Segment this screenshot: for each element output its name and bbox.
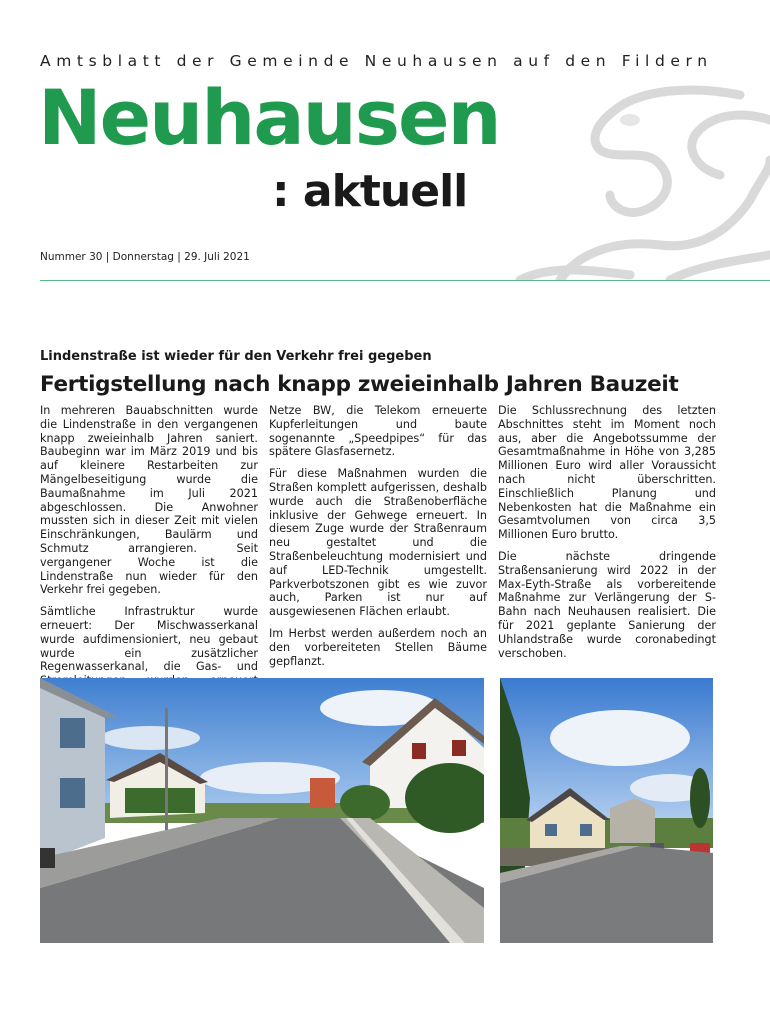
paragraph: Im Herbst werden außerdem noch an den vorbereiteten Stellen Bäume gepflanzt. — [269, 626, 487, 668]
article-column-2 — [269, 404, 487, 676]
article-kicker: Lindenstraße ist wieder für den Verkehr frei gegeben — [40, 349, 432, 364]
publication-line: Amtsblatt der Gemeinde Neuhausen auf den Fildern — [40, 52, 713, 70]
article-column-1 — [40, 404, 258, 710]
paragraph: Sämtliche Infrastruktur wurde erneuert: Der Mischwasserkanal wurde aufdimensioniert, neu gebaut wurde ein zusätzlicher Regenwasserkanal, die Gas- und — [40, 605, 258, 674]
article-headline: Fertigstellung nach knapp zweieinhalb Jahren Bauzeit — [40, 372, 679, 397]
paragraph: Die nächste dringende Straßensanierung wird 2022 in der Max-Eyth-Straße als vorbereitende Maßnahme zur Verlängerung der S-Bahn nach Neuhausen realisiert. Die für 2021 geplante Sanierung der Uhlandstraße wurde coronabedingt verschoben. — [498, 549, 716, 660]
masthead-title: Neuhausen — [38, 73, 500, 162]
paragraph: In mehreren Bauabschnitten wurde die Lindenstraße in den vergangenen knapp zweieinhalb Jahren saniert. Baubeginn war im März 2019 und bis auf kleinere Restarbeiten zur Mängelbeseitigung wurde die Baumaßnahme im Juli 2021 abgeschlossen. Die Anwohner mussten sich in dieser Zeit mit vielen Einschränkungen, Baulärm und Schmutz arrangieren. Seit vergangener Woche ist die Lindenstraße nun wieder für den Verkehr frei gegeben. — [40, 404, 258, 597]
article-column-3 — [498, 404, 716, 668]
paragraph: Für diese Maßnahmen wurden die Straßen komplett aufgerissen, deshalb wurde auch die Straßenoberfläche inklusive der Gehwege erneuert. In diesem Zuge wurde der Straßenraum neu gestaltet und die Straßenbeleuchtung modernisiert und auf LED-Technik umgestellt. Parkverbotszonen gibt es wie zuvor auch, Parken ist nur auf ausgewiesenen Flächen erlaubt. — [269, 467, 487, 619]
street-photo-secondary — [500, 678, 713, 943]
street-photo-main — [40, 678, 484, 943]
masthead-subtitle: : aktuell — [272, 166, 468, 217]
masthead-divider — [40, 280, 770, 281]
paragraph: Die Schlussrechnung des letzten Abschnittes steht im Moment noch aus, aber die Angebotssumme der Gesamtmaßnahme in Höhe von 3,285 Millionen Euro wird aller Voraussicht nach nicht überschritten. Einschließlich Planung und Nebenkosten hat die Maßnahme ein Gesamtvolumen von circa 3,5 Millionen Euro brutto. — [498, 404, 716, 542]
issue-info: Nummer 30 | Donnerstag | 29. Juli 2021 — [40, 251, 250, 263]
paragraph: Netze BW, die Telekom erneuerte Kupferleitungen und baute sogenannte „Speedpipes“ für das spätere Glasfasernetz. — [269, 404, 487, 459]
